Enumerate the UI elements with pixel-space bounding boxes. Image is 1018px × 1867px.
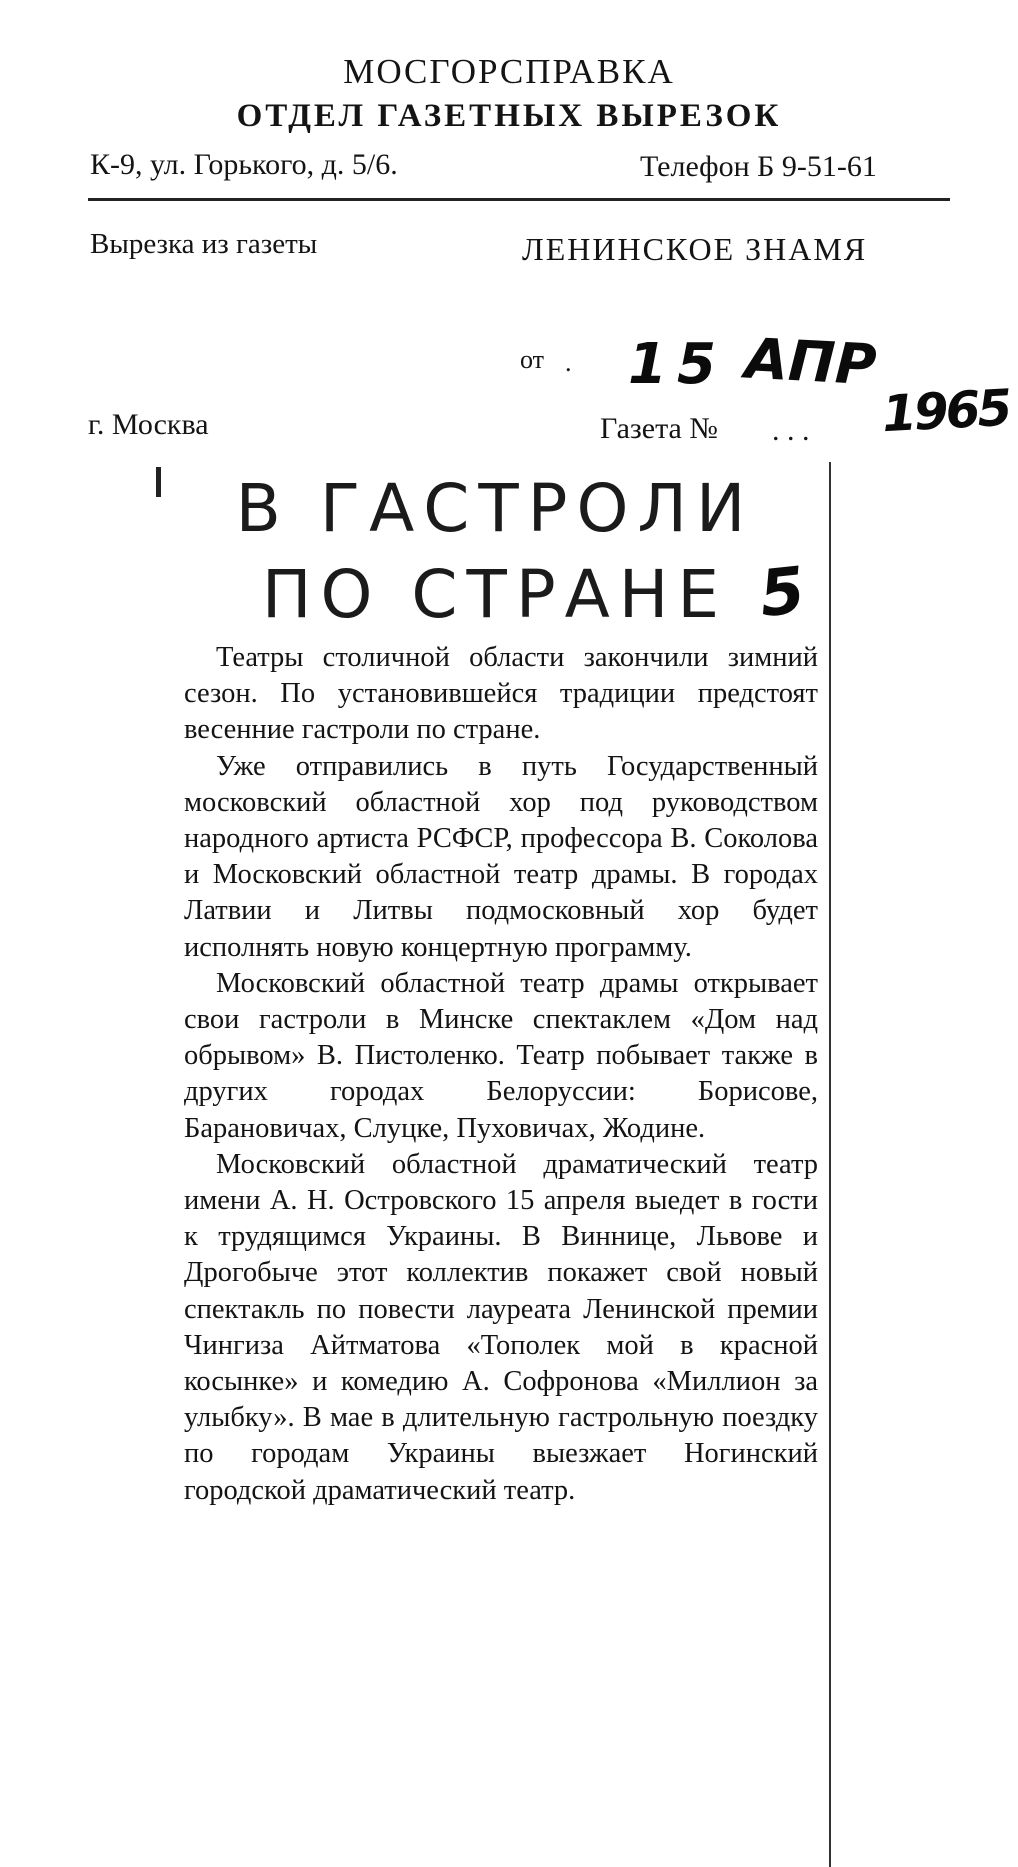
article-paragraph: Московский областной театр драмы открывает свои гастроли в Минске спектаклем «Дом над обрывом» В. Пистоленко. Театр побывает также в других городах Белоруссии: Борисове, Барановичах, Слуцке, Пуховичах, Жодине. [184,967,818,1144]
handwritten-number: 5 [756,553,809,633]
date-year-stamp: 1965 [880,378,1011,444]
article-paragraph: Театры столичной области закончили зимний сезон. По установившейся традиции предстоят весенние гастроли по стране. [184,642,818,746]
date-prefix: от [520,345,545,374]
issue-dots: . . . [772,414,810,447]
clip-label: Вырезка из газеты [90,228,318,260]
headline-line-1: В ГАСТРОЛИ [235,470,755,547]
header-divider [88,198,950,201]
clipping-mark [156,467,161,497]
article-body [184,640,818,1509]
newspaper-name: ЛЕНИНСКОЕ ЗНАМЯ [522,231,868,267]
article-paragraph: Московский областной драматический театр имени А. Н. Островского 15 апреля выедет в гости к трудящимся Украины. В Виннице, Львове и Дрогобыче этот коллектив покажет свой новый спектакль по повести лауреата Ленинской премии Чингиза Айтматова «Тополек мой в красной косынке» и комедию А. Софронова «Миллион за улыбку». В мае в длительную гастрольную поездку по городам Украины выезжает Ногинский городской драматический театр. [184,1148,818,1506]
clipping-edge [829,462,831,1867]
issue-label: Газета № [600,412,718,445]
date-month-stamp: АПР [743,326,878,399]
headline-line-2: ПО СТРАНЕ [261,556,729,633]
address: К-9, ул. Горького, д. 5/6. [90,148,398,181]
department-name: ОТДЕЛ ГАЗЕТНЫХ ВЫРЕЗОК [236,98,782,134]
org-name: МОСГОРСПРАВКА [343,52,675,91]
date-day-stamp: 15 [628,332,726,397]
date-dots: . [565,348,572,377]
phone-number: Телефон Б 9-51-61 [640,150,877,183]
city: г. Москва [88,408,209,441]
article-paragraph: Уже отправились в путь Государственный московский областной хор под руководством народного артиста РСФСР, профессора В. Соколова и Московский областной театр драмы. В городах Латвии и Литвы подмосковный хор будет исполнять новую концертную программу. [184,750,818,963]
